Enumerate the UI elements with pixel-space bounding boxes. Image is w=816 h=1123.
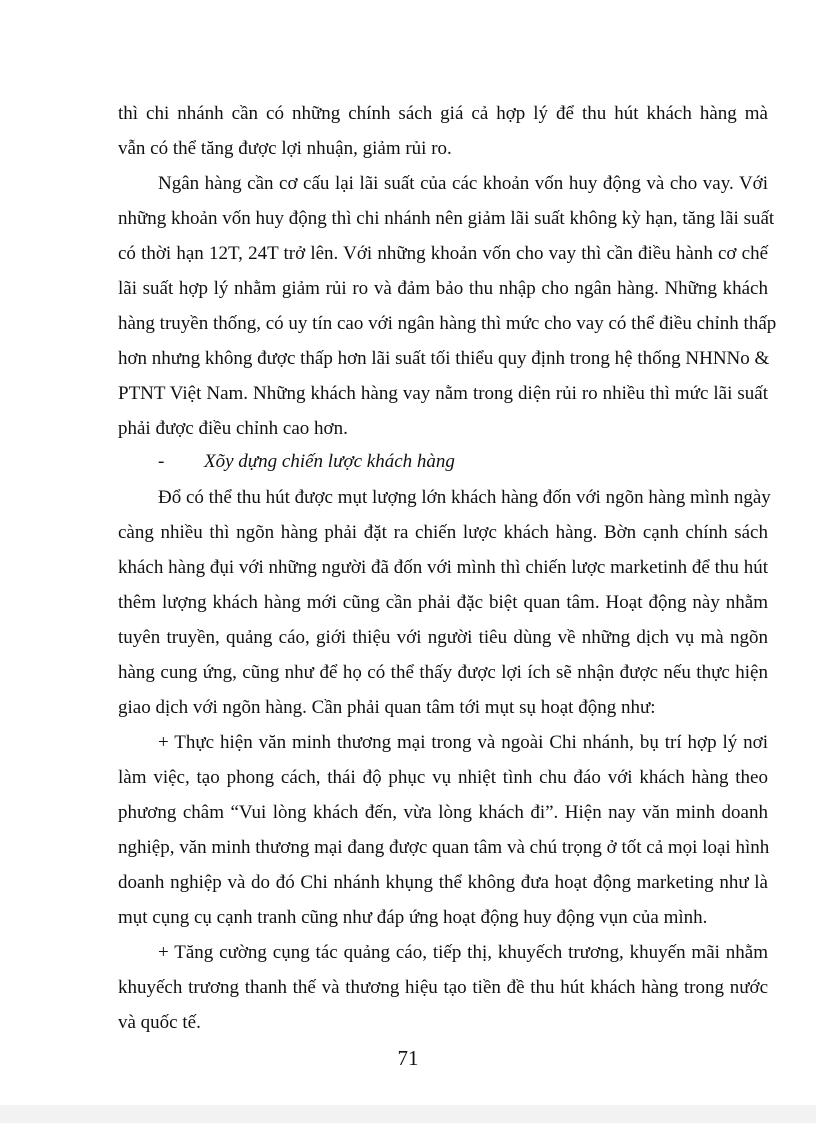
paragraph-4-line-5: doanh nghiệp và do đó Chi nhánh khụng thể không đưa hoạt động marketing như là [118, 872, 768, 893]
paragraph-3-line-4: thêm lượng khách hàng mới cũng cần phải đặc biệt quan tâm. Hoạt động này nhằm [118, 592, 768, 613]
paragraph-3-line-2: càng nhiều thì ngõn hàng phải đặt ra chiến lược khách hàng. Bờn cạnh chính sách [118, 522, 768, 543]
paragraph-2-line-5: hàng truyền thống, có uy tín cao với ngân hàng thì mức cho vay có thể điều chỉnh thấp [118, 313, 777, 334]
paragraph-5-line-1: + Tăng cường cụng tác quảng cáo, tiếp thị, khuyếch trương, khuyến mãi nhằm [158, 942, 768, 963]
page-bottom-band [0, 1105, 816, 1123]
paragraph-3-line-6: hàng cung ứng, cũng như để họ có thể thấy được lợi ích sẽ nhận được nếu thực hiện [118, 662, 768, 683]
paragraph-3-line-3: khách hàng đụi với những người đã đốn với mình thì chiến lược marketinh để thu hút [118, 557, 768, 578]
paragraph-5-line-2: khuyếch trương thanh thế và thương hiệu tạo tiền đề thu hút khách hàng trong nước [118, 977, 768, 998]
paragraph-3-line-1: Đổ có thể thu hút được mụt lượng lớn khách hàng đốn với ngõn hàng mình ngày [158, 487, 771, 508]
paragraph-5-line-3: và quốc tế. [118, 1012, 201, 1033]
paragraph-2-line-4: lãi suất hợp lý nhằm giảm rủi ro và đảm bảo thu nhập cho ngân hàng. Những khách [118, 278, 768, 299]
paragraph-4-line-6: mụt cụng cụ cạnh tranh cũng như đáp ứng hoạt động huy động vụn của mình. [118, 907, 708, 928]
paragraph-1-line-2: vẫn có thể tăng được lợi nhuận, giảm rủi ro. [118, 138, 452, 159]
paragraph-2-line-6: hơn nhưng không được thấp hơn lãi suất tối thiểu quy định trong hệ thống NHNNo & [118, 348, 770, 369]
paragraph-4-line-3: phương châm “Vui lòng khách đến, vừa lòng khách đi”. Hiện nay văn minh doanh [118, 802, 768, 823]
paragraph-1-line-1: thì chi nhánh cần có những chính sách giá cả hợp lý để thu hút khách hàng mà [118, 103, 768, 124]
paragraph-2-line-3: có thời hạn 12T, 24T trở lên. Với những khoản vốn cho vay thì cần điều hành cơ chế [118, 243, 768, 264]
section-heading: Xõy dựng chiến lược khách hàng [204, 451, 455, 472]
paragraph-2-line-7: PTNT Việt Nam. Những khách hàng vay nằm trong diện rủi ro nhiều thì mức lãi suất [118, 383, 768, 404]
paragraph-2-line-1: Ngân hàng cần cơ cấu lại lãi suất của các khoản vốn huy động và cho vay. Với [158, 173, 768, 194]
paragraph-3-line-7: giao dịch với ngõn hàng. Cần phải quan tâm tới mụt sụ hoạt động như: [118, 697, 656, 718]
paragraph-3-line-5: tuyên truyền, quảng cáo, giới thiệu với người tiêu dùng về những dịch vụ mà ngõn [118, 627, 768, 648]
paragraph-2-line-2: những khoản vốn huy động thì chi nhánh nên giảm lãi suất không kỳ hạn, tăng lãi suất [118, 208, 775, 229]
paragraph-4-line-4: nghiệp, văn minh thương mại đang được quan tâm và chú trọng ở tốt cả mọi loại hình [118, 837, 770, 858]
page-number: 71 [397, 1046, 419, 1070]
paragraph-2-line-8: phải được điều chỉnh cao hơn. [118, 418, 348, 439]
paragraph-4-line-2: làm việc, tạo phong cách, thái độ phục vụ nhiệt tình chu đáo với khách hàng theo [118, 767, 768, 788]
paragraph-4-line-1: + Thực hiện văn minh thương mại trong và ngoài Chi nhánh, bụ trí hợp lý nơi [158, 732, 768, 753]
bullet-dash: - [158, 451, 165, 472]
